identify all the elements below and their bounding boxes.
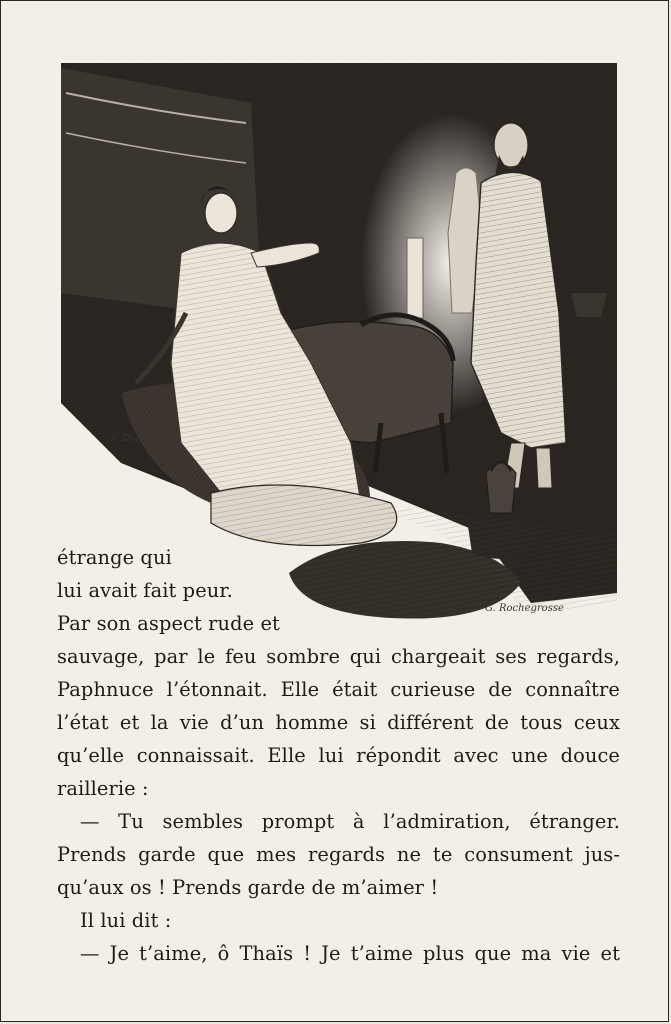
text-line: Il lui dit : [80, 909, 172, 932]
text-line: qu’aux os ! Prends garde de m’aimer ! [57, 876, 439, 899]
text-line: qu’elle connaissait. Elle lui répondit avec une douce [57, 744, 620, 767]
text-line: lui avait fait peur. [57, 579, 233, 602]
text-line: l’état et la vie d’un homme si différent de tous ceux [57, 711, 620, 734]
text-line: — Je t’aime, ô Thaïs ! Je t’aime plus que ma vie et [80, 942, 620, 965]
text-line: Par son aspect rude et [57, 612, 280, 635]
text-line: sauvage, par le feu sombre qui chargeait ses regards, [57, 645, 620, 668]
text-line: étrange qui [57, 546, 172, 569]
text-line: Prends garde que mes regards ne te consument jus- [57, 843, 620, 866]
text-line: raillerie : [57, 777, 149, 800]
text-line: — Tu sembles prompt à l’admiration, étranger. [80, 810, 620, 833]
text-line: Paphnuce l’étonnait. Elle était curieuse de connaître [57, 678, 620, 701]
engraver-signature: E.Decisy sc. [110, 431, 173, 450]
engraving-illustration [61, 63, 617, 623]
artist-signature: G. Rochegrosse [485, 603, 564, 614]
